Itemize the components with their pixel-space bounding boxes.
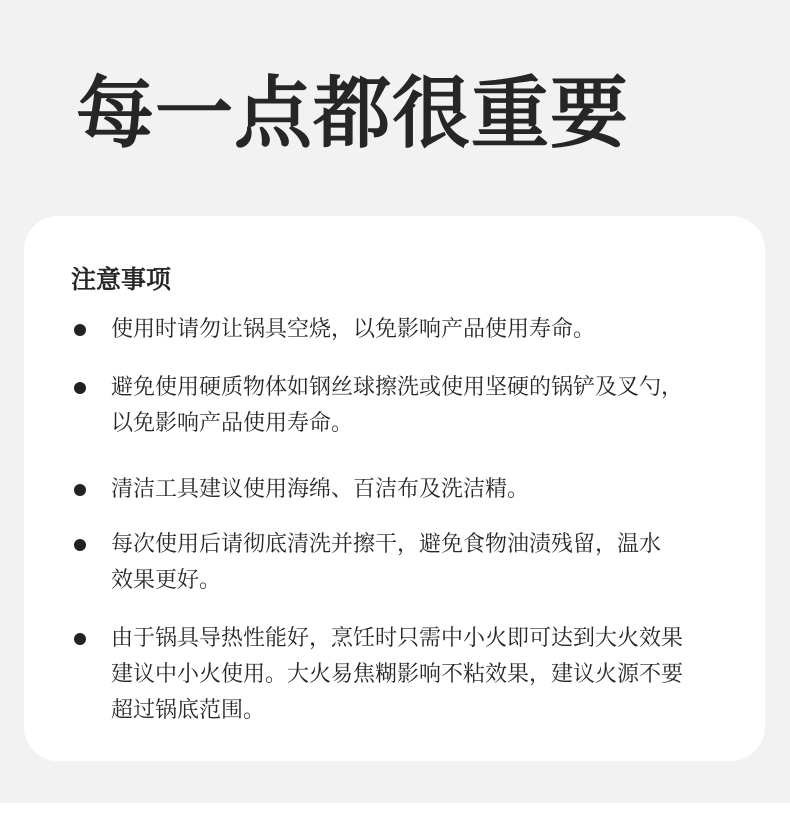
notice-line: 以免影响产品使用寿命。 (111, 411, 354, 436)
notice-line: 建议中小火使用。大火易焦糊影响不粘效果，建议火源不要 (111, 662, 684, 687)
bullet-icon (74, 324, 86, 336)
bullet-icon (74, 382, 86, 394)
bullet-icon (74, 484, 86, 496)
notice-line: 清洁工具建议使用海绵、百洁布及洗洁精。 (111, 477, 530, 502)
notice-card (24, 216, 765, 761)
notice-item (71, 527, 731, 599)
page-title: 每一点都很重要 (76, 69, 630, 159)
notice-line: 由于锅具导热性能好，烹饪时只需中小火即可达到大火效果 (111, 626, 684, 651)
notice-line: 超过锅底范围。 (111, 698, 266, 723)
notice-item (71, 312, 731, 348)
notice-line: 使用时请勿让锅具空烧，以免影响产品使用寿命。 (111, 317, 596, 342)
bullet-icon (74, 539, 86, 551)
notice-line: 每次使用后请彻底清洗并擦干，避免食物油渍残留，温水 (111, 532, 662, 557)
bullet-icon (74, 633, 86, 645)
notice-line: 效果更好。 (111, 568, 222, 593)
notice-item (71, 621, 731, 729)
card-heading: 注意事项 (71, 265, 172, 294)
bottom-strip (0, 803, 790, 839)
notice-list (71, 312, 731, 729)
notice-item (71, 472, 731, 508)
notice-item (71, 370, 731, 442)
notice-line: 避免使用硬质物体如钢丝球擦洗或使用坚硬的锅铲及叉勺， (111, 375, 684, 400)
